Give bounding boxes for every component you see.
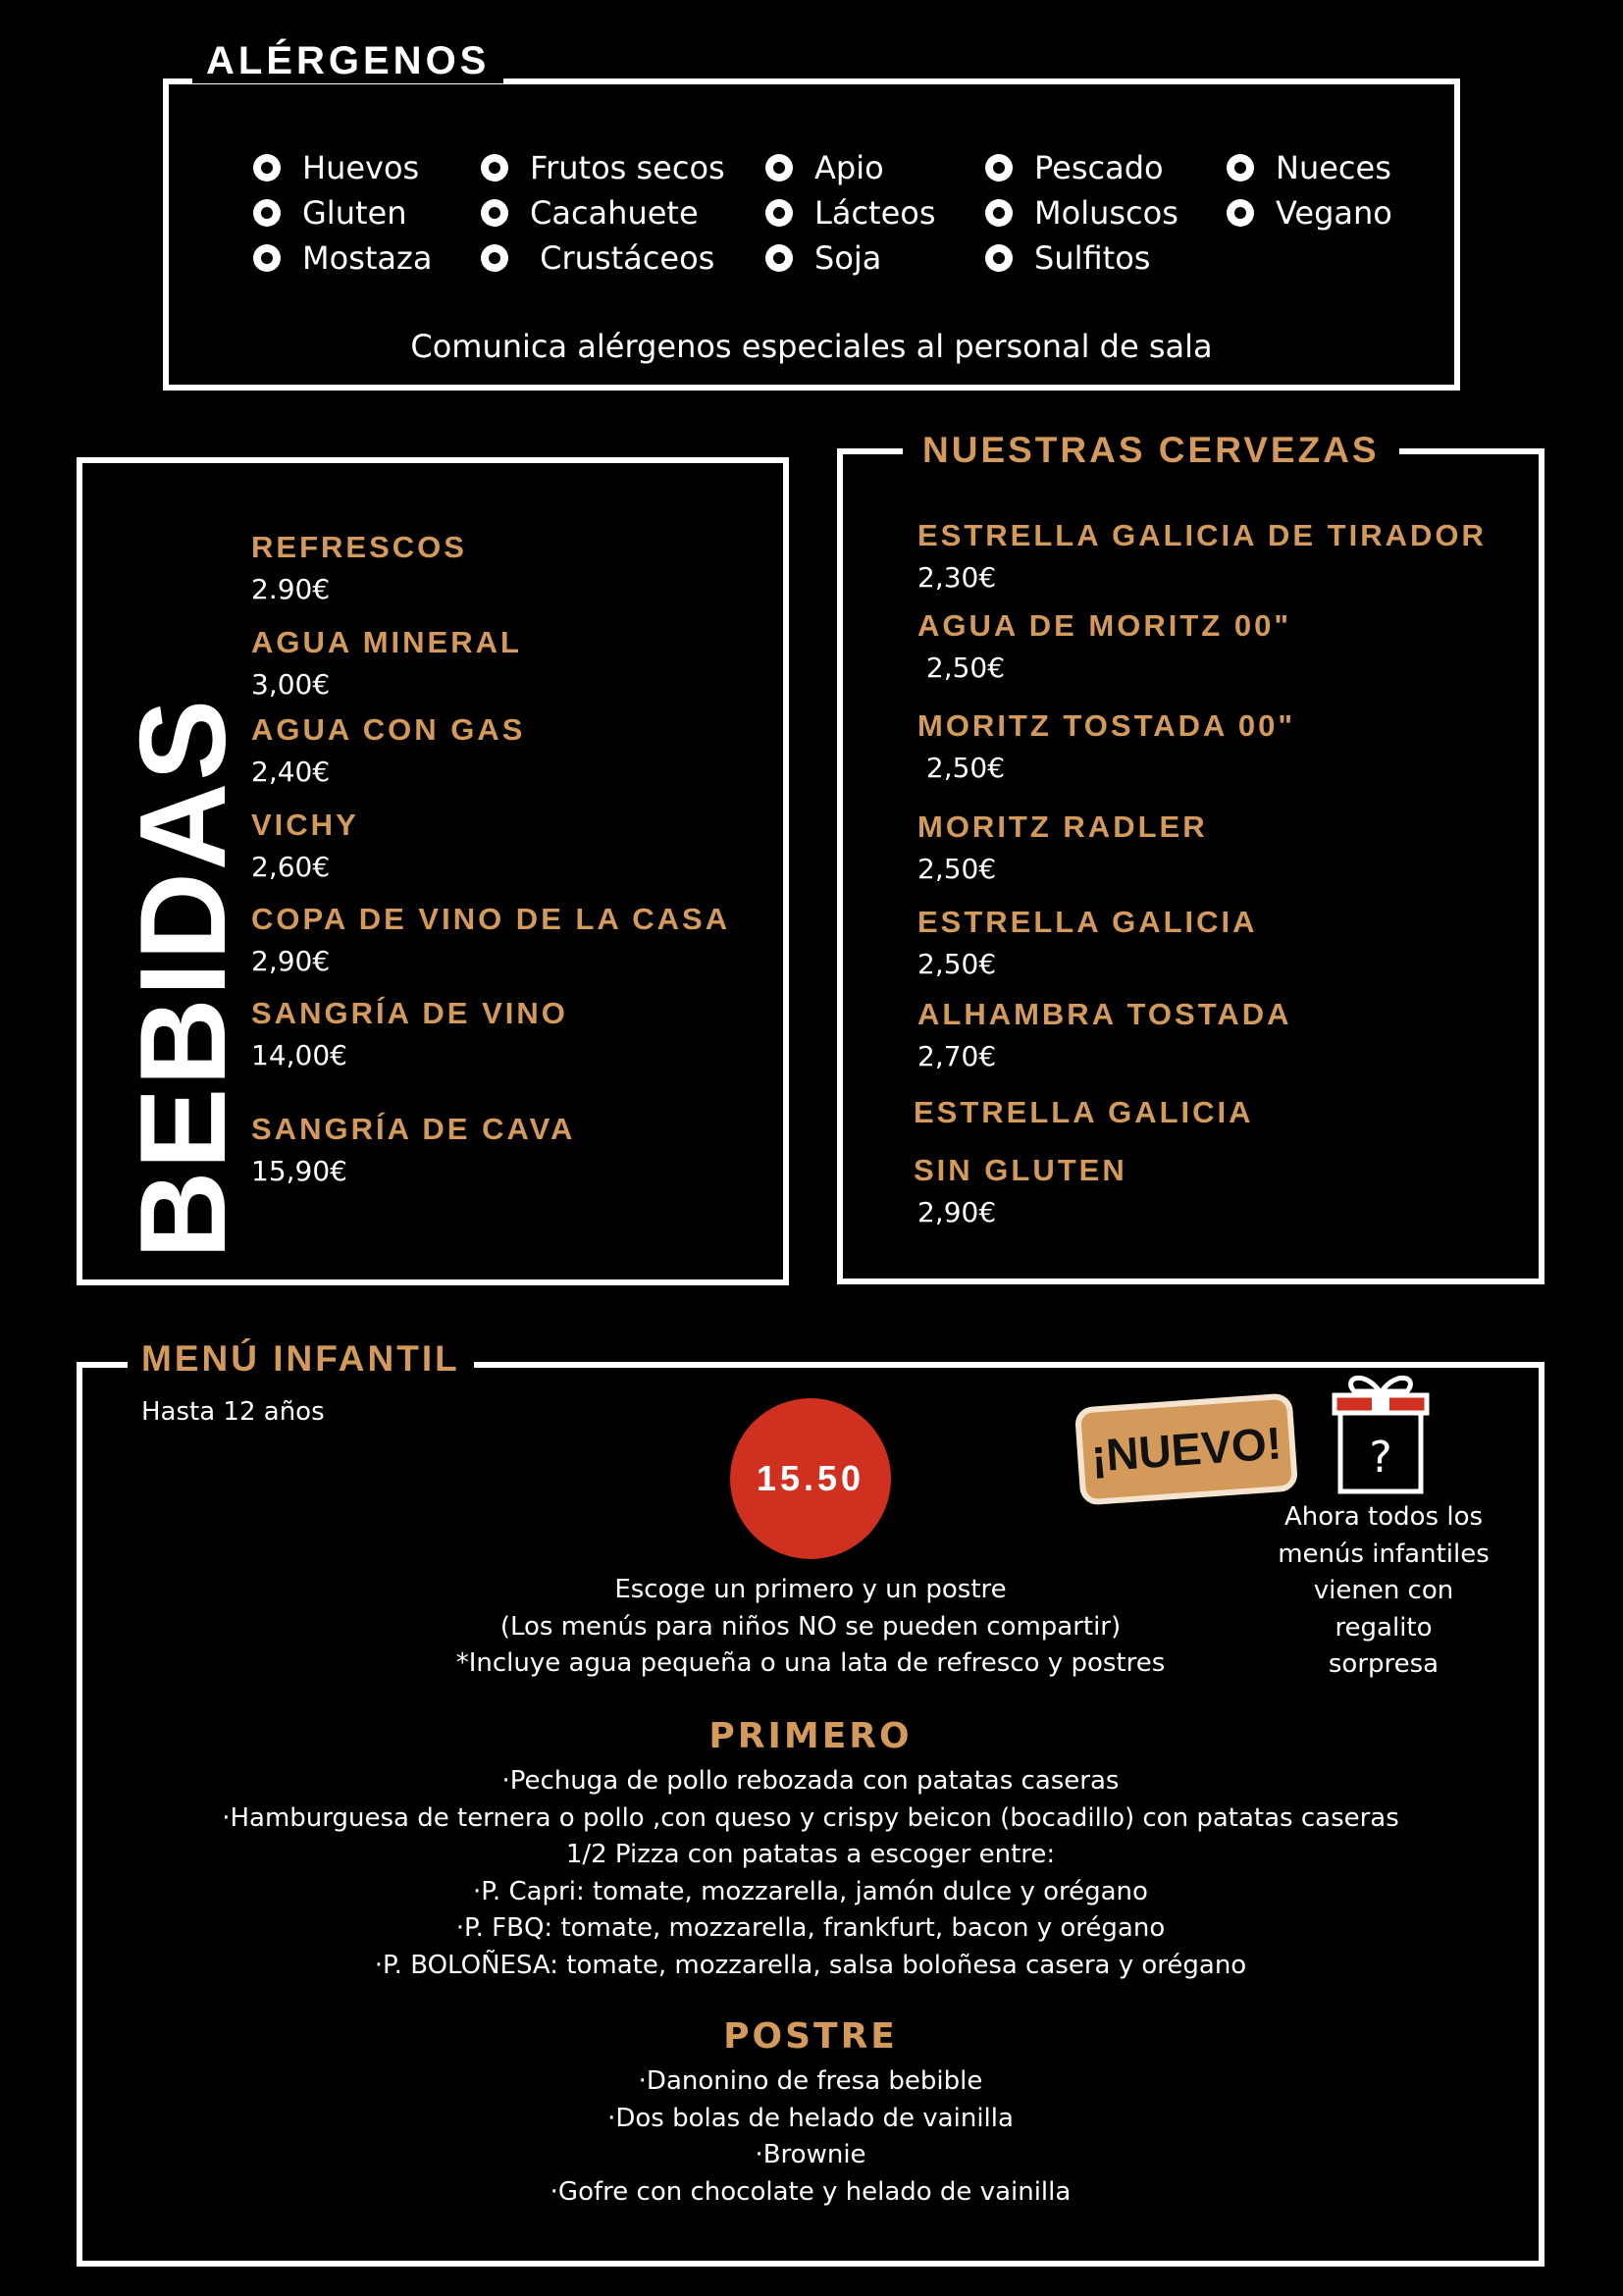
drink-price: 3,00€ <box>251 668 331 701</box>
first-course-line: ·P. BOLOÑESA: tomate, mozzarella, salsa boloñesa casera y orégano <box>374 1950 1247 1980</box>
gift-note-line: Ahora todos los <box>1283 1502 1484 1532</box>
first-course-line: ·P. Capri: tomate, mozzarella, jamón dulce y orégano <box>473 1876 1148 1906</box>
beer-name: ESTRELLA GALICIA DE TIRADOR <box>917 518 1487 552</box>
drink-price: 2,90€ <box>251 945 331 977</box>
soy-icon <box>765 244 793 272</box>
allergens-title: ALÉRGENOS <box>192 39 503 83</box>
gift-icon <box>1325 1372 1437 1497</box>
allergen-label: Huevos <box>302 149 420 186</box>
allergens-column <box>765 145 936 281</box>
drink-name: REFRESCOS <box>251 530 467 564</box>
allergen-item <box>765 190 936 235</box>
allergens-column <box>253 145 432 281</box>
allergen-item <box>985 145 1178 190</box>
first-course-line: ·Pechuga de pollo rebozada con patatas caseras <box>501 1766 1120 1796</box>
intro-line: Escoge un primero y un postre <box>614 1575 1007 1604</box>
beer-price: 2,50€ <box>917 853 997 885</box>
allergen-item <box>481 190 725 235</box>
drink-price: 2.90€ <box>251 573 331 605</box>
allergen-item <box>1227 145 1392 190</box>
allergen-label: Apio <box>814 149 884 186</box>
new-badge: ¡NUEVO! <box>1074 1392 1298 1505</box>
beer-name: MORITZ RADLER <box>917 809 1208 844</box>
vegan-icon <box>1227 199 1254 227</box>
drinks-title-text: BEBIDAS <box>116 697 251 1260</box>
gift-note-line: sorpresa <box>1328 1649 1440 1679</box>
beers-title: NUESTRAS CERVEZAS <box>903 430 1399 471</box>
peanut-icon <box>481 199 508 227</box>
allergen-label: Crustáceos <box>530 239 715 277</box>
allergens-box <box>163 78 1460 391</box>
first-course-line: ·P. FBQ: tomate, mozzarella, frankfurt, bacon y orégano <box>455 1913 1166 1943</box>
crustacean-icon <box>481 244 508 272</box>
allergens-column <box>1227 145 1392 235</box>
allergens-note: Comunica alérgenos especiales al personal de sala <box>410 328 1213 365</box>
allergen-item <box>765 235 936 281</box>
drink-name: AGUA CON GAS <box>251 712 526 747</box>
allergen-item <box>481 235 725 281</box>
svg-text:?: ? <box>1369 1433 1392 1483</box>
beer-name: AGUA DE MORITZ 00" <box>917 608 1292 643</box>
allergen-item <box>985 190 1178 235</box>
kids-menu-title: MENÚ INFANTIL <box>128 1338 474 1380</box>
allergen-label: Pescado <box>1034 149 1164 186</box>
drink-name: SANGRÍA DE VINO <box>251 996 568 1030</box>
drink-name: VICHY <box>251 808 359 842</box>
dairy-icon <box>765 199 793 227</box>
first-course-line: ·Hamburguesa de ternera o pollo ,con queso y crispy beicon (bocadillo) con patatas caseras <box>222 1802 1399 1833</box>
allergen-label: Sulfitos <box>1034 239 1151 277</box>
allergen-label: Nueces <box>1276 149 1391 186</box>
fish-icon <box>985 154 1013 182</box>
gift-note-line: vienen con regalito <box>1313 1576 1454 1643</box>
drinks-box <box>77 457 789 1285</box>
allergen-item <box>481 145 725 190</box>
first-course-title: PRIMERO <box>708 1716 913 1756</box>
drink-price: 14,00€ <box>251 1039 347 1071</box>
kids-age-note: Hasta 12 años <box>141 1397 325 1427</box>
gluten-icon <box>253 199 281 227</box>
walnut-icon <box>1227 154 1254 182</box>
dessert-line: ·Danonino de fresa bebible <box>638 2066 983 2096</box>
dessert-title: POSTRE <box>723 2016 898 2057</box>
allergen-label: Moluscos <box>1034 194 1178 232</box>
allergen-label: Lácteos <box>814 194 936 232</box>
allergen-label: Frutos secos <box>530 149 725 186</box>
allergen-label: Vegano <box>1276 194 1392 232</box>
beer-price: 2,50€ <box>917 948 997 980</box>
beer-price: 2,50€ <box>917 752 1006 784</box>
allergen-item <box>253 190 432 235</box>
drink-price: 2,60€ <box>251 851 331 883</box>
allergen-item <box>765 145 936 190</box>
drink-name: COPA DE VINO DE LA CASA <box>251 902 731 936</box>
dessert-line: ·Brownie <box>755 2140 866 2169</box>
allergens-grid <box>253 145 1411 292</box>
beer-name: ESTRELLA GALICIA <box>914 1095 1254 1129</box>
kids-price-badge: 15.50 <box>730 1398 891 1559</box>
beer-name: ESTRELLA GALICIA <box>917 905 1258 939</box>
celery-icon <box>765 154 793 182</box>
beer-price: 2,50€ <box>917 652 1006 684</box>
allergen-item <box>253 145 432 190</box>
kids-intro <box>77 1572 1544 1683</box>
drink-name: SANGRÍA DE CAVA <box>251 1112 576 1146</box>
egg-icon <box>253 154 281 182</box>
intro-line: *Incluye agua pequeña o una lata de refresco y postres <box>455 1648 1166 1678</box>
beer-price: 2,70€ <box>917 1040 997 1072</box>
intro-line: (Los menús para niños NO se pueden compartir) <box>499 1611 1122 1642</box>
allergens-column <box>985 145 1178 281</box>
allergen-label: Cacahuete <box>530 194 699 232</box>
drink-price: 15,90€ <box>251 1155 347 1187</box>
dessert-section <box>77 2017 1544 2211</box>
beer-name: MORITZ TOSTADA 00" <box>917 708 1296 743</box>
allergen-label: Mostaza <box>302 239 433 277</box>
allergens-column <box>481 145 725 281</box>
sulphite-icon <box>985 244 1013 272</box>
allergen-item <box>1227 190 1392 235</box>
beer-price: 2,90€ <box>917 1196 997 1228</box>
drink-name: AGUA MINERAL <box>251 625 522 659</box>
mustard-icon <box>253 244 281 272</box>
allergen-item <box>985 235 1178 281</box>
beer-price: 2,30€ <box>917 561 997 594</box>
beer-name-line2: SIN GLUTEN <box>914 1153 1127 1187</box>
first-course-section <box>77 1717 1544 1984</box>
first-course-line: 1/2 Pizza con patatas a escoger entre: <box>565 1840 1056 1869</box>
allergen-label: Gluten <box>302 194 407 232</box>
dessert-line: ·Dos bolas de helado de vainilla <box>607 2103 1014 2133</box>
drinks-title <box>90 697 277 1260</box>
gift-note-line: menús infantiles <box>1278 1539 1490 1569</box>
dessert-line: ·Gofre con chocolate y helado de vainilla <box>550 2176 1072 2207</box>
beer-name: ALHAMBRA TOSTADA <box>917 997 1292 1031</box>
drink-price: 2,40€ <box>251 756 331 788</box>
allergen-label: Soja <box>814 239 882 277</box>
allergen-item <box>253 235 432 281</box>
nuts-icon <box>481 154 508 182</box>
mollusc-icon <box>985 199 1013 227</box>
